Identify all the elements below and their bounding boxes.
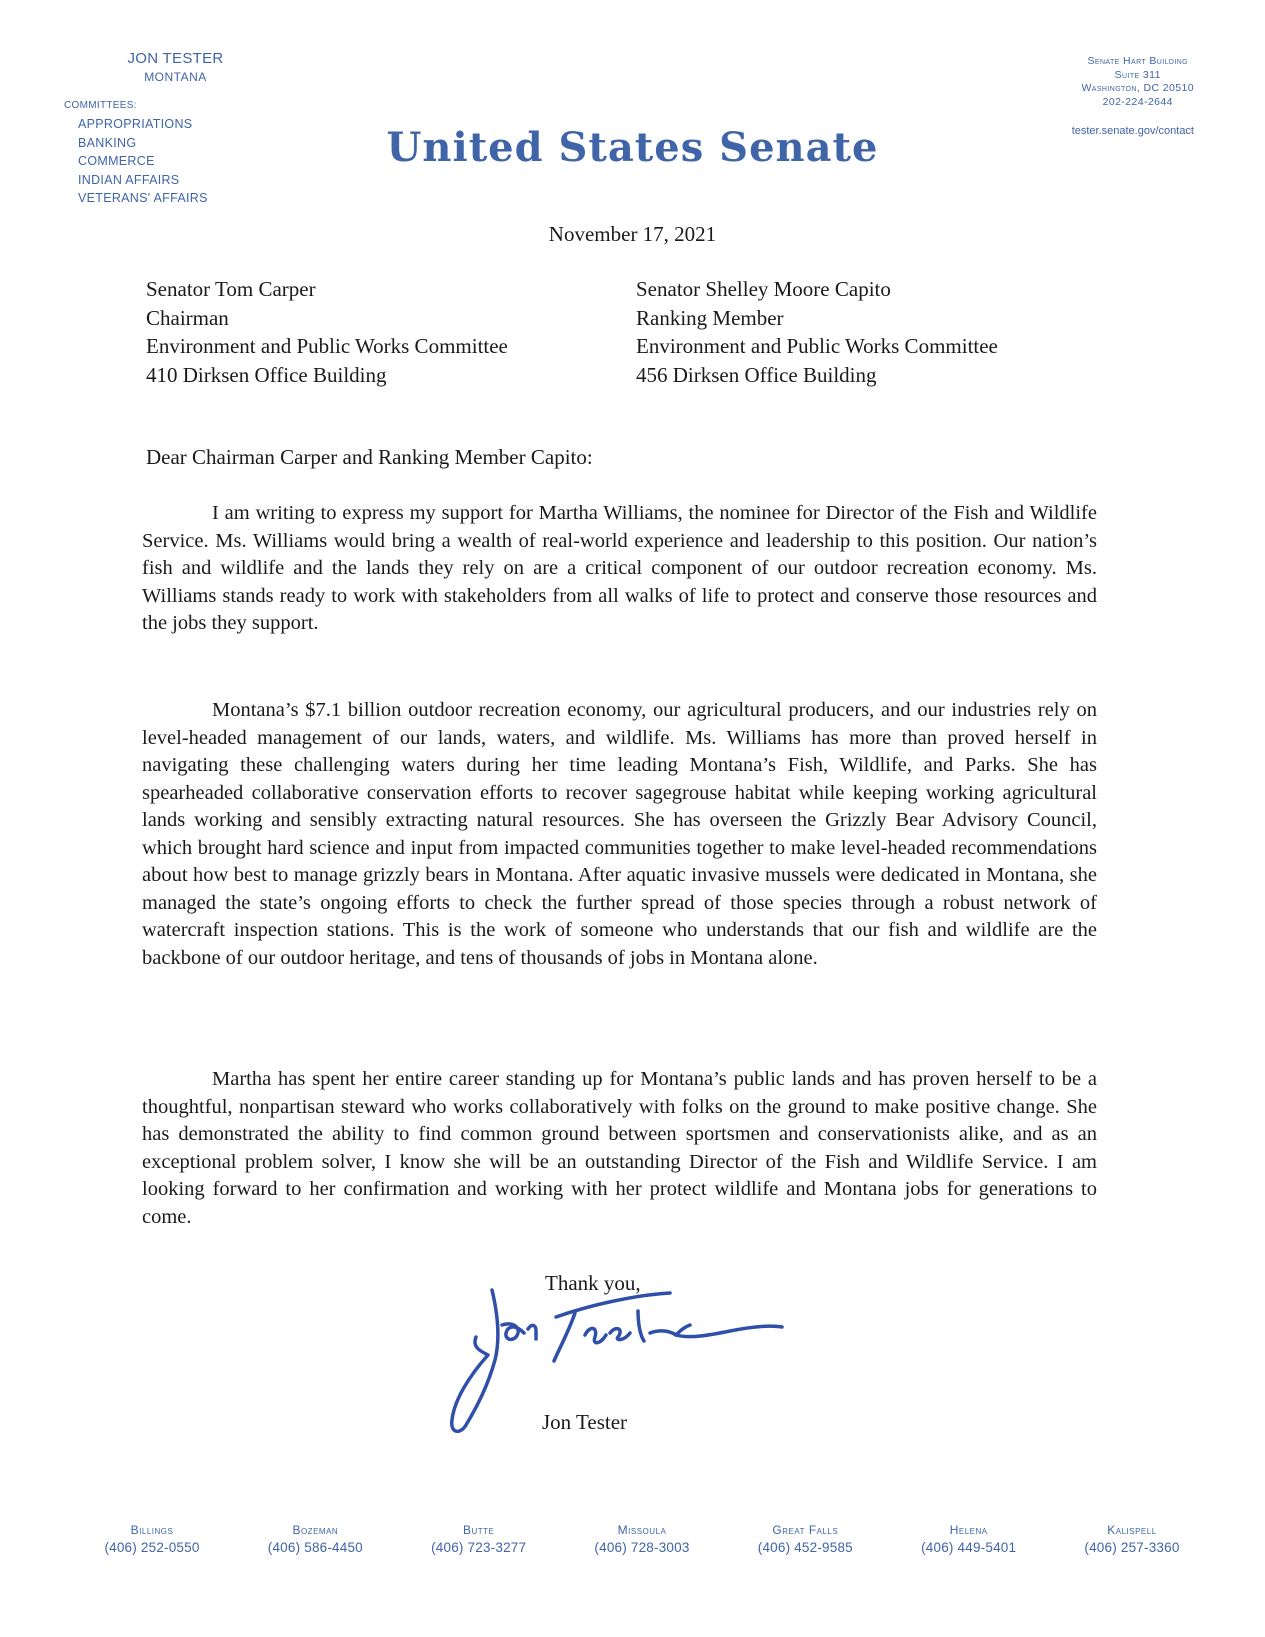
committee-item: APPROPRIATIONS <box>78 117 193 131</box>
body-paragraph: Montana’s $7.1 billion outdoor recreation economy, our agricultural producers, and our industries rely on level-headed management of our lands, waters, and wildlife. Ms. Williams has more than proved herself in navigating these challenging waters during her time leading Montana’s Fish, Wildlife, and Parks. She has spearheaded collaborative conservation efforts to recover sagegrouse habitat while keeping working agricultural lands working and sensibly extracting natural resources. She has overseen the Grizzly Bear Advisory Council, which brought hard science and input from impacted communities together to make level-headed recommendations about how best to manage grizzly bears in Montana. After aquatic invasive mussels were dedicated in Montana, she managed the state’s ongoing efforts to check the further spread of those species through a robust network of watercraft inspection stations. This is the work of someone who understands that our fish and wildlife are the backbone of our outdoor heritage, and tens of thousands of jobs in Montana alone. <box>142 699 1097 969</box>
office-city: Missoula <box>617 1523 667 1537</box>
office-phone: (406) 452-9585 <box>757 1540 853 1555</box>
committees-label: COMMITTEES: <box>64 100 137 111</box>
closing: Thank you, <box>545 1271 641 1295</box>
dc-office-line: Suite 311 <box>1114 68 1161 81</box>
office-butte <box>409 1523 549 1555</box>
dc-office-line: Senate Hart Building <box>1087 55 1188 67</box>
recipient-title: Chairman <box>146 305 229 330</box>
state-offices <box>82 1523 1202 1555</box>
signature-image <box>440 1285 820 1445</box>
recipient-address: 410 Dirksen Office Building <box>146 362 387 387</box>
office-phone: (406) 723-3277 <box>431 1540 527 1555</box>
committee-item: VETERANS' AFFAIRS <box>78 191 208 205</box>
dc-office-line: Washington, DC 20510 <box>1081 82 1194 94</box>
signer-name: Jon Tester <box>542 1410 628 1434</box>
office-phone: (406) 449-5401 <box>921 1540 1017 1555</box>
recipient-title: Ranking Member <box>636 305 784 330</box>
sender-name: JON TESTER <box>127 50 224 67</box>
recipient-name: Senator Shelley Moore Capito <box>636 277 891 301</box>
office-phone: (406) 728-3003 <box>594 1540 690 1555</box>
office-phone: (406) 252-0550 <box>104 1540 200 1555</box>
dc-office-line: 202-224-2644 <box>1102 95 1173 108</box>
letter-date: November 17, 2021 <box>548 222 717 246</box>
office-billings <box>82 1523 222 1555</box>
dc-office-address <box>1081 55 1194 109</box>
recipient-committee: Environment and Public Works Committee <box>636 334 998 358</box>
office-missoula <box>572 1523 712 1555</box>
office-kalispell <box>1062 1523 1202 1555</box>
office-helena <box>899 1523 1039 1555</box>
committee-item: COMMERCE <box>78 154 155 168</box>
committee-item: BANKING <box>78 135 137 150</box>
recipient-address-right <box>636 275 998 389</box>
office-bozeman <box>245 1523 385 1555</box>
office-great-falls <box>735 1523 875 1555</box>
office-city: Great Falls <box>772 1523 839 1537</box>
salutation: Dear Chairman Carper and Ranking Member Capito: <box>146 445 593 469</box>
office-city: Butte <box>462 1523 495 1537</box>
recipient-address-left <box>146 275 508 389</box>
letterhead-title: United States Senate <box>386 124 879 171</box>
recipient-address: 456 Dirksen Office Building <box>636 362 877 387</box>
recipient-name: Senator Tom Carper <box>146 277 316 301</box>
office-city: Helena <box>949 1523 988 1537</box>
contact-url: tester.senate.gov/contact <box>1071 125 1194 137</box>
office-city: Billings <box>130 1523 174 1537</box>
office-phone: (406) 586-4450 <box>267 1540 363 1555</box>
office-city: Kalispell <box>1107 1523 1157 1537</box>
committee-item: INDIAN AFFAIRS <box>78 172 180 187</box>
recipient-committee: Environment and Public Works Committee <box>146 334 508 358</box>
body-paragraph: I am writing to express my support for Martha Williams, the nominee for Director of the Fish and Wildlife Service. Ms. Williams would bring a wealth of real-world experience and leadership to this position. Our nation’s fish and wildlife and the lands they rely on are a critical component of our outdoor recreation economy. Ms. Williams stands ready to work with stakeholders from all walks of life to protect and conserve those resources and the jobs they support. <box>142 502 1097 634</box>
office-phone: (406) 257-3360 <box>1084 1540 1180 1555</box>
sender-state: MONTANA <box>144 70 207 84</box>
office-city: Bozeman <box>292 1523 339 1537</box>
body-paragraph: Martha has spent her entire career standing up for Montana’s public lands and has proven herself to be a thoughtful, nonpartisan steward who works collaboratively with folks on the ground to make positive change. She has demonstrated the ability to find common ground between sportsmen and conservationists alike, and as an exceptional problem solver, I know she will be an outstanding Director of the Fish and Wildlife Service. I am looking forward to her confirmation and working with her protect wildlife and Montana jobs for generations to come. <box>142 1068 1097 1228</box>
